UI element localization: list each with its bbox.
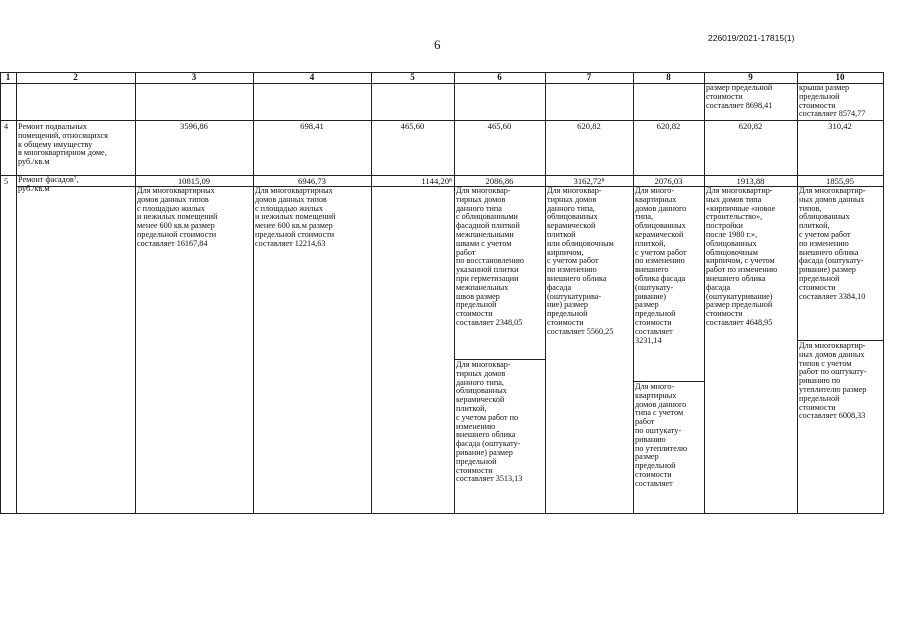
document-number: 226019/2021-17815(1) bbox=[708, 33, 795, 43]
row5-name: Ремонт фасадов⁷, руб./кв.м bbox=[18, 175, 79, 193]
row4-value-col6: 465,60 bbox=[487, 121, 512, 131]
row4-value-col3: 3596,86 bbox=[180, 121, 208, 131]
row4-value-col7: 620,82 bbox=[577, 121, 601, 131]
col-header-4: 4 bbox=[309, 72, 315, 82]
row5-note-col10-b: Для многоквартир- ных домов данных типов с учетом работ по оштукату- риванию по утеплителю размер предельной стоимости составляет 6008,33 bbox=[799, 341, 867, 421]
row5-note-col8-b: Для много- квартирных домов данного типа с учетом работ по оштукату- риванию по утеплителю размер предельной стоимости составляет bbox=[635, 382, 688, 488]
col-header-6: 6 bbox=[497, 72, 502, 82]
row5-value-col3: 10815,09 bbox=[177, 176, 211, 186]
row4-number: 4 bbox=[4, 122, 9, 131]
row4-value-col9: 620,82 bbox=[738, 121, 763, 131]
col-header-9: 9 bbox=[748, 72, 753, 82]
row5-note-col6-a: Для многоквар- тирных домов данного типа с облицованными фасадной плиткой межпанельными швами с учетом работ по восстановлению указанной плитки при герметизации межпанельных швов размер предельной стоимости составляет 2348,05 bbox=[456, 186, 525, 327]
row4-value-col8: 620,82 bbox=[656, 121, 681, 131]
cost-table bbox=[0, 72, 884, 514]
continuation-cell-9: размер предельной стоимости составляет 8698,41 bbox=[706, 83, 773, 110]
col-header-1: 1 bbox=[5, 72, 11, 82]
col-header-8: 8 bbox=[666, 72, 671, 82]
row4-value-col10: 310,42 bbox=[828, 121, 852, 131]
col-header-10: 10 bbox=[835, 72, 845, 82]
col-header-2: 2 bbox=[73, 72, 78, 82]
row5-value-col8: 2076,03 bbox=[654, 176, 683, 186]
page-number: 6 bbox=[434, 37, 441, 52]
row5-value-col6: 2086,86 bbox=[485, 176, 514, 186]
row5-note-col6-b: Для многоквар- тирных домов данного типа, облицованных керамической плиткой, с учетом работ по изменению внешнего облика фасада (оштукату- ривание) размер предельной стоимости составляет 3513,13 bbox=[456, 360, 523, 484]
row5-note-col10-a: Для многоквартир- ных домов данных типов, облицованных плиткой, с учетом работ по изменению внешнего облика фасада (оштукату- ривание) размер предельной стоимости составляет 3384,10 bbox=[799, 186, 866, 301]
col-header-5: 5 bbox=[410, 72, 415, 82]
row5-value-col7: 3162,72⁸ bbox=[573, 176, 605, 186]
row4-name: Ремонт подвальных помещений, относящихся к общему имуществу в многоквартирном доме, руб./кв.м bbox=[18, 122, 108, 167]
row5-number: 5 bbox=[4, 177, 9, 186]
row5-note-col8-a: Для много- квартирных домов данного типа, облицованных керамической плиткой, с учетом работ по изменению внешнего облика фасада (оштукату- ривание) размер предельной стоимости составляет 3231,14 bbox=[635, 186, 687, 345]
row5-note-col9: Для многоквартир- ных домов типа «кирпичные «новое строительство», постройки после 1980 г.», облицованных облицовочным кирпичом, с учетом работ по изменению внешнего облика фасада (оштукатуривание) размер предельной стоимости составляет 4648,95 bbox=[706, 186, 778, 327]
row5-value-col9: 1913,88 bbox=[736, 176, 765, 186]
row4-value-col5: 465,60 bbox=[400, 121, 425, 131]
row5-note-col4: Для многоквартирных домов данных типов с площадью жилых и нежилых помещений менее 600 кв.м размер предельной стоимости составляет 12214,63 bbox=[255, 186, 336, 248]
row4-value-col4: 698,41 bbox=[300, 121, 324, 131]
row5-value-col5: 1144,20⁸ bbox=[421, 176, 452, 186]
row5-value-col10: 1855,95 bbox=[826, 176, 854, 186]
row5-note-col7: Для многоквар- тирных домов данного типа, облицованных керамической плиткой или облицовочным кирпичом, с учетом работ по изменению внешнего облика фасада (оштукатурива- ние) размер предельной стоимости составляет 5560,25 bbox=[547, 186, 614, 336]
row5-value-col4: 6946,73 bbox=[298, 176, 326, 186]
row5-note-col3: Для многоквартирных домов данных типов с площадью жилых и нежилых помещений менее 600 кв.м размер предельной стоимости составляет 16167,84 bbox=[137, 186, 218, 248]
continuation-cell-10: крыши размер предельной стоимости составляет 8574,77 bbox=[799, 83, 866, 119]
col-header-7: 7 bbox=[586, 72, 592, 82]
col-header-3: 3 bbox=[191, 72, 197, 82]
